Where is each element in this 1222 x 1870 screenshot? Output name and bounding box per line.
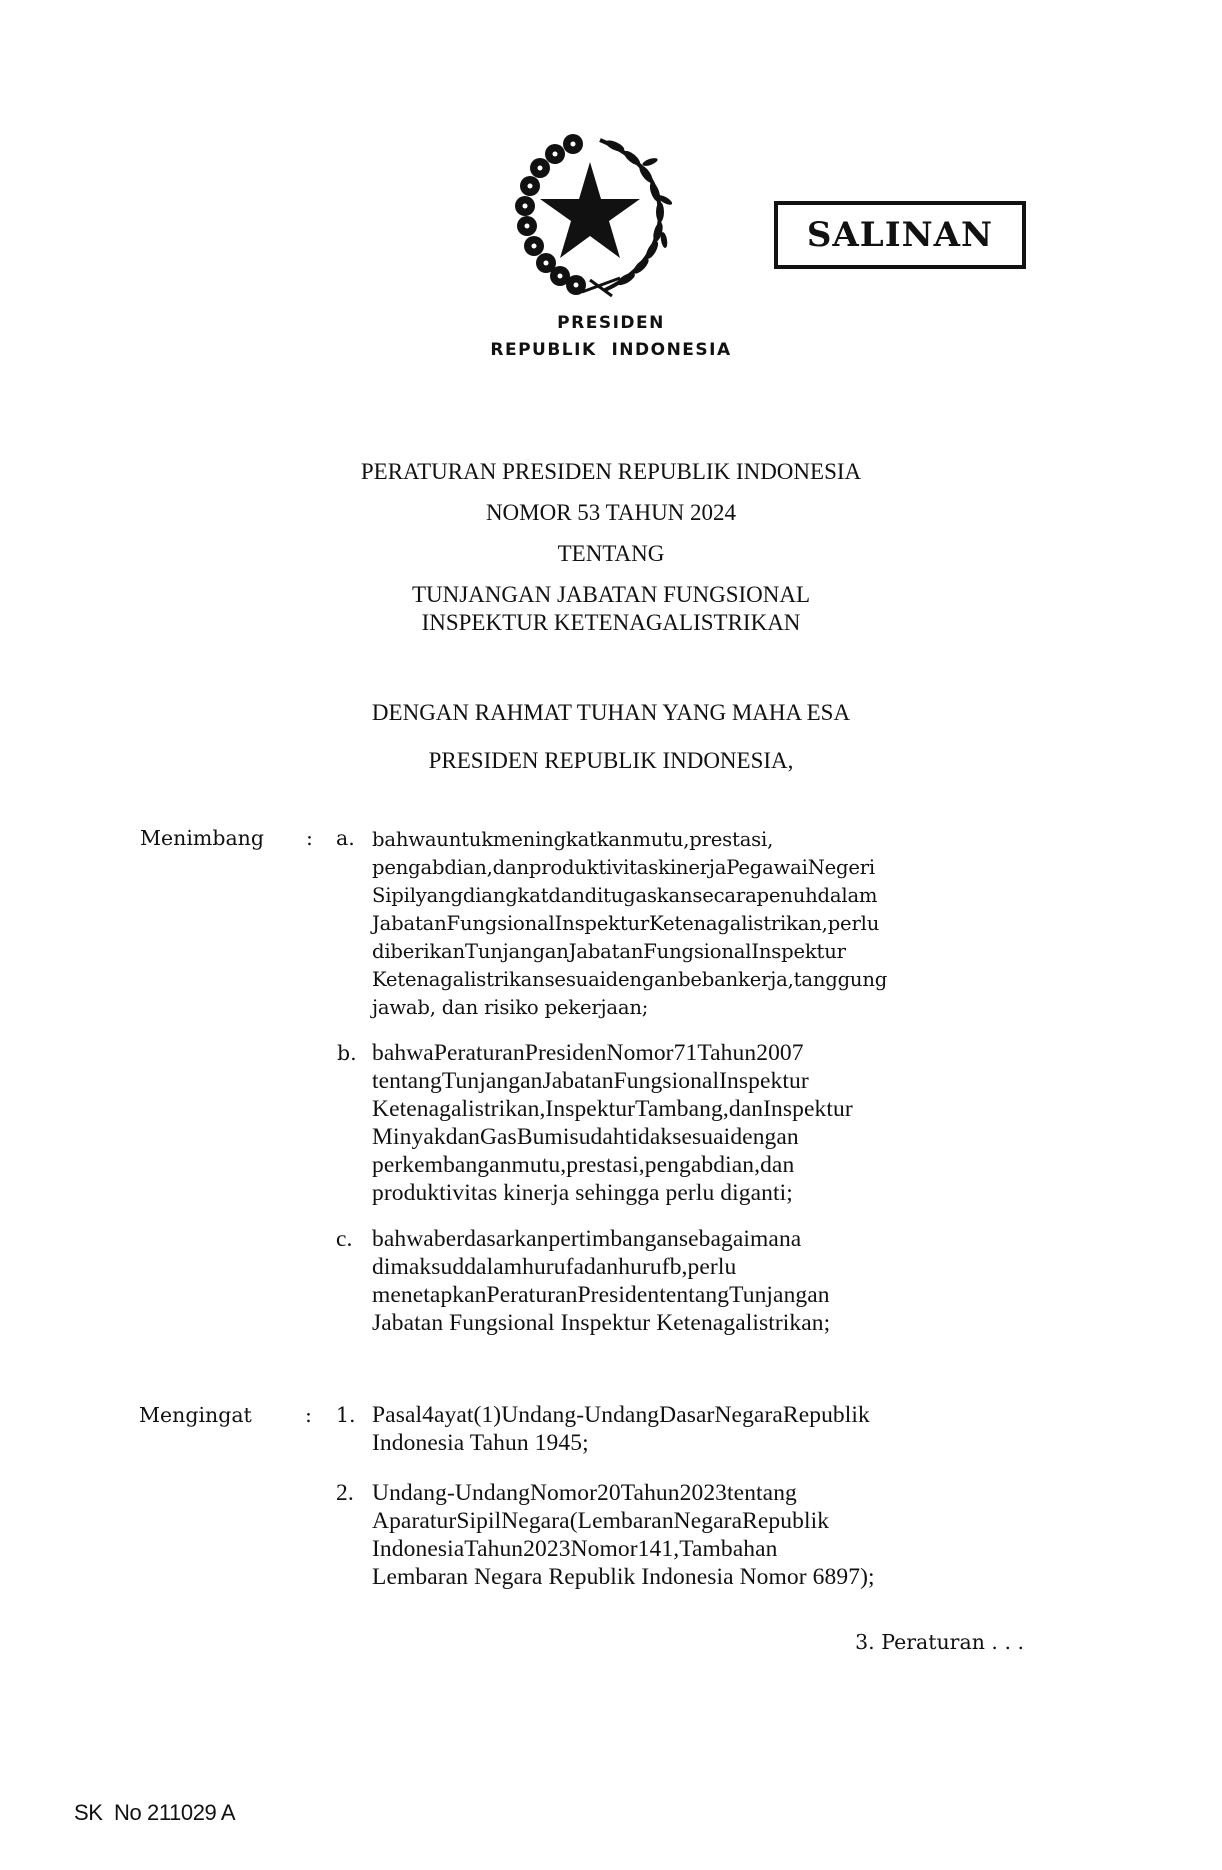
text-line: AparaturSipilNegara(LembaranNegaraRepublik (372, 1508, 830, 1534)
regulation-number: NOMOR 53 TAHUN 2024 (485, 500, 737, 525)
mengingat-1-marker: 1. (336, 1403, 356, 1427)
text-line: diberikanTunjanganJabatanFungsionalInspektur (372, 940, 846, 963)
regulation-tentang: TENTANG (557, 541, 665, 566)
text-line: perkembanganmutu,prestasi,pengabdian,dan (372, 1152, 795, 1178)
regulation-subject-line2: INSPEKTUR KETENAGALISTRIKAN (421, 610, 801, 635)
salinan-stamp: SALINAN (774, 201, 1026, 269)
text-line: Lembaran Negara Republik Indonesia Nomor 6897); (372, 1564, 875, 1590)
regulation-subject-line1: TUNJANGAN JABATAN FUNGSIONAL (411, 582, 811, 607)
mengingat-colon: : (305, 1403, 312, 1427)
text-line: MinyakdanGasBumisudahtidaksesuaidengan (372, 1124, 799, 1150)
text-line: Jabatan Fungsional Inspektur Ketenagalistrikan; (372, 1310, 831, 1336)
text-line: tentangTunjanganJabatanFungsionalInspektur (372, 1068, 809, 1094)
authority-line: PRESIDEN REPUBLIK INDONESIA, (428, 748, 794, 773)
menimbang-c-marker: c. (336, 1226, 353, 1252)
text-line: produktivitas kinerja sehingga perlu diganti; (372, 1180, 793, 1206)
mengingat-2-marker: 2. (336, 1480, 354, 1506)
text-line: bahwaberdasarkanpertimbangansebagaimana (372, 1226, 802, 1252)
menimbang-c-text (372, 1225, 1024, 1337)
document-code: SK No 211029 A (74, 1800, 236, 1825)
text-line: bahwauntukmeningkatkanmutu,prestasi, (372, 828, 774, 851)
text-line: Sipilyangdiangkatdanditugaskansecarapenuhdalam (372, 884, 878, 907)
text-line: jawab, dan risiko pekerjaan; (372, 996, 649, 1019)
issuer-line-presiden: PRESIDEN (557, 313, 665, 333)
text-line: Pasal4ayat(1)Undang-UndangDasarNegaraRepublik (372, 1402, 870, 1428)
page-continuation: 3. Peraturan . . . (855, 1630, 1024, 1654)
presidential-seal-icon (510, 130, 675, 300)
menimbang-a-text (372, 826, 1024, 1022)
invocation: DENGAN RAHMAT TUHAN YANG MAHA ESA (371, 700, 851, 725)
menimbang-b-text (372, 1039, 1024, 1207)
text-line: IndonesiaTahun2023Nomor141,Tambahan (372, 1536, 778, 1562)
text-line: Ketenagalistrikansesuaidenganbebankerja,tanggung (372, 968, 888, 991)
menimbang-label: Menimbang (140, 826, 264, 850)
mengingat-1-text (372, 1401, 1024, 1457)
text-line: bahwaPeraturanPresidenNomor71Tahun2007 (372, 1040, 804, 1066)
menimbang-colon: : (306, 826, 313, 850)
text-line: Ketenagalistrikan,InspekturTambang,danInspektur (372, 1096, 853, 1122)
regulation-title: PERATURAN PRESIDEN REPUBLIK INDONESIA (360, 459, 862, 484)
issuer-line-republik-indonesia: REPUBLIK INDONESIA (490, 340, 732, 360)
text-line: Indonesia Tahun 1945; (372, 1430, 589, 1456)
text-line: Undang-UndangNomor20Tahun2023tentang (372, 1480, 797, 1506)
text-line: JabatanFungsionalInspekturKetenagalistrikan,perlu (372, 912, 880, 935)
text-line: menetapkanPeraturanPresidententangTunjangan (372, 1282, 830, 1308)
mengingat-2-text (372, 1479, 1024, 1591)
menimbang-b-marker: b. (337, 1041, 357, 1065)
text-line: dimaksuddalamhurufadanhurufb,perlu (372, 1254, 737, 1280)
mengingat-label: Mengingat (139, 1403, 252, 1427)
text-line: pengabdian,danproduktivitaskinerjaPegawaiNegeri (372, 856, 875, 879)
menimbang-a-marker: a. (336, 826, 355, 850)
